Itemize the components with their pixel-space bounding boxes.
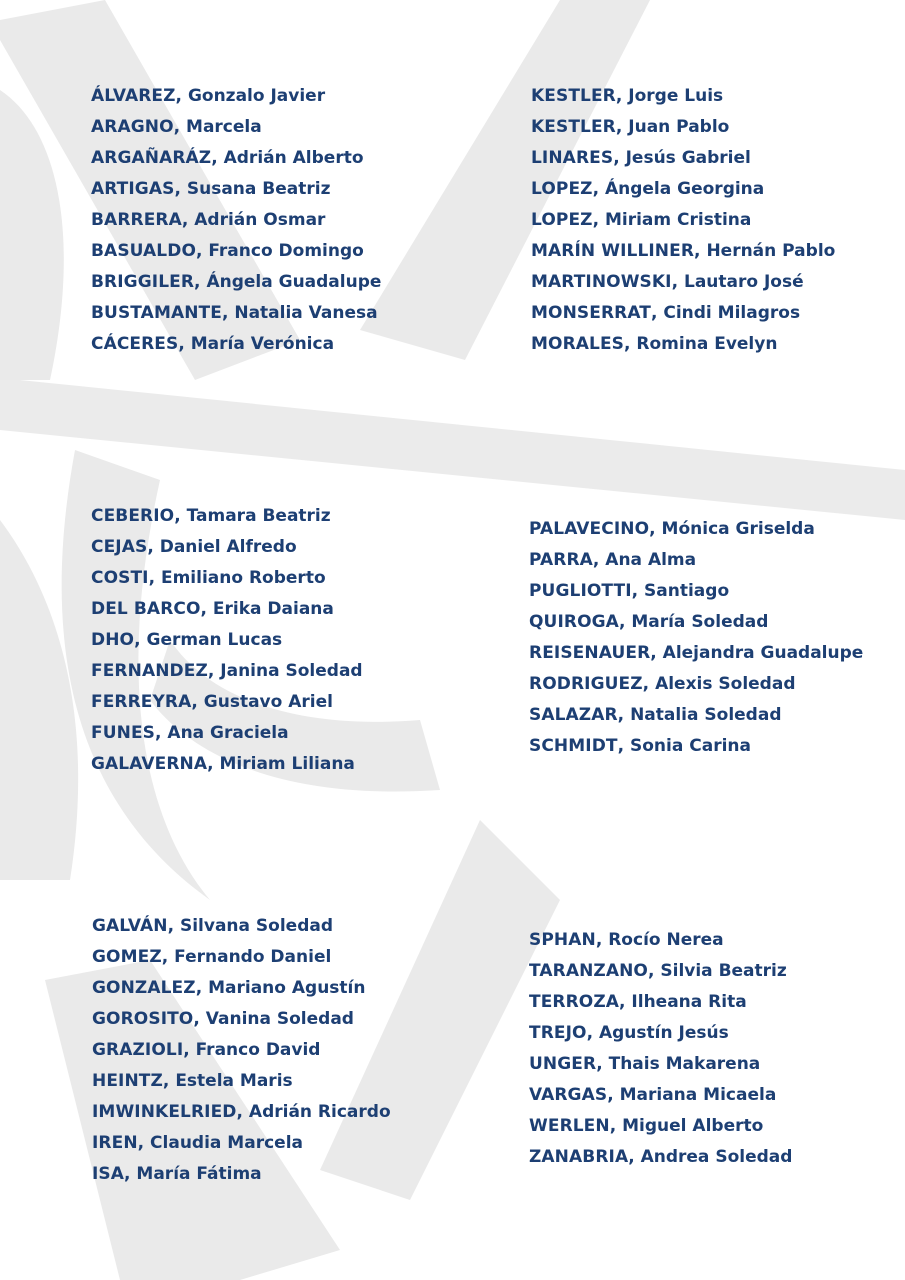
separator: , — [617, 705, 631, 725]
given-name: Gonzalo Javier — [187, 86, 326, 106]
separator: , — [173, 117, 187, 137]
name-entry — [91, 267, 381, 298]
given-name: Alexis Soledad — [655, 674, 796, 694]
surname: MARTINOWSKI — [531, 272, 672, 292]
surname: LOPEZ — [531, 179, 593, 199]
name-entry — [529, 607, 863, 638]
given-name: Sonia Carina — [630, 736, 751, 756]
name-entry — [91, 298, 381, 329]
surname: UNGER — [529, 1054, 597, 1074]
given-name: Adrián Ricardo — [248, 1102, 391, 1122]
name-entry — [92, 911, 391, 942]
surname: ARGAÑARÁZ — [91, 148, 212, 168]
surname: LOPEZ — [531, 210, 593, 230]
name-entry — [529, 638, 863, 669]
name-column-2 — [531, 81, 835, 360]
name-entry — [529, 514, 863, 545]
given-name: Estela Maris — [175, 1071, 293, 1091]
separator: , — [595, 930, 609, 950]
separator: , — [613, 148, 626, 168]
separator: , — [183, 1040, 196, 1060]
name-column-3 — [91, 501, 363, 780]
given-name: Erika Daiana — [212, 599, 334, 619]
separator: , — [174, 506, 187, 526]
name-entry — [92, 1035, 391, 1066]
name-entry — [91, 112, 381, 143]
name-entry — [531, 174, 835, 205]
separator: , — [236, 1102, 249, 1122]
given-name: Jorge Luis — [628, 86, 724, 106]
surname: VARGAS — [529, 1085, 608, 1105]
name-entry — [529, 700, 863, 731]
name-column-4 — [529, 514, 863, 762]
separator: , — [175, 86, 188, 106]
surname: RODRIGUEZ — [529, 674, 643, 694]
surname: GALAVERNA — [91, 754, 208, 774]
surname: IREN — [92, 1133, 138, 1153]
name-entry — [529, 925, 792, 956]
given-name: Lautaro José — [684, 272, 804, 292]
given-name: Franco Domingo — [208, 241, 364, 261]
name-column-6 — [529, 925, 792, 1173]
name-entry — [91, 625, 363, 656]
surname: SALAZAR — [529, 705, 618, 725]
given-name: Juan Pablo — [628, 117, 730, 137]
separator: , — [124, 1164, 137, 1184]
separator: , — [618, 612, 632, 632]
given-name: Rocío Nerea — [608, 930, 724, 950]
name-entry — [91, 594, 363, 625]
separator: , — [642, 674, 656, 694]
separator: , — [628, 1147, 641, 1167]
name-entry — [529, 1080, 792, 1111]
name-entry — [92, 1097, 391, 1128]
name-entry — [531, 236, 835, 267]
name-entry — [91, 143, 381, 174]
name-entry — [91, 329, 381, 360]
name-entry — [91, 749, 363, 780]
given-name: Tamara Beatriz — [186, 506, 331, 526]
given-name: María Verónica — [190, 334, 335, 354]
given-name: Claudia Marcela — [150, 1133, 303, 1153]
name-entry — [91, 532, 363, 563]
surname: PUGLIOTTI — [529, 581, 632, 601]
separator: , — [619, 992, 632, 1012]
given-name: Hernán Pablo — [706, 241, 836, 261]
surname: MARÍN WILLINER — [531, 241, 695, 261]
given-name: Miguel Alberto — [622, 1116, 764, 1136]
surname: CEJAS — [91, 537, 148, 557]
surname: QUIROGA — [529, 612, 619, 632]
surname: GOROSITO — [92, 1009, 194, 1029]
name-entry — [91, 174, 381, 205]
separator: , — [624, 334, 637, 354]
surname: GOMEZ — [92, 947, 162, 967]
name-entry — [529, 576, 863, 607]
name-entry — [91, 81, 381, 112]
separator: , — [195, 978, 209, 998]
separator: , — [162, 1071, 176, 1091]
name-entry — [92, 942, 391, 973]
given-name: Emiliano Roberto — [160, 568, 326, 588]
given-name: Miriam Cristina — [604, 210, 752, 230]
name-entry — [92, 1159, 391, 1190]
given-name: Gustavo Ariel — [203, 692, 333, 712]
separator: , — [631, 581, 645, 601]
surname: GALVÁN — [92, 916, 168, 936]
name-entry — [92, 973, 391, 1004]
separator: , — [137, 1133, 151, 1153]
given-name: Silvia Beatriz — [660, 961, 787, 981]
given-name: Mónica Griselda — [661, 519, 815, 539]
surname: GRAZIOLI — [92, 1040, 184, 1060]
name-entry — [529, 1049, 792, 1080]
surname: WERLEN — [529, 1116, 610, 1136]
surname: CEBERIO — [91, 506, 175, 526]
name-entry — [92, 1004, 391, 1035]
surname: DHO — [91, 630, 135, 650]
surname: SPHAN — [529, 930, 596, 950]
surname: CÁCERES — [91, 334, 179, 354]
name-entry — [529, 1018, 792, 1049]
given-name: Santiago — [644, 581, 730, 601]
surname: FERNANDEZ — [91, 661, 208, 681]
given-name: Silvana Soledad — [179, 916, 334, 936]
surname: ZANABRIA — [529, 1147, 629, 1167]
surname: BARRERA — [91, 210, 182, 230]
separator: , — [178, 334, 191, 354]
separator: , — [671, 272, 684, 292]
surname: BASUALDO — [91, 241, 196, 261]
given-name: Ángela Guadalupe — [206, 272, 382, 292]
given-name: María Fátima — [136, 1164, 262, 1184]
separator: , — [148, 568, 161, 588]
separator: , — [221, 303, 235, 323]
separator: , — [647, 961, 661, 981]
separator: , — [207, 754, 220, 774]
separator: , — [650, 643, 663, 663]
separator: , — [167, 916, 180, 936]
name-entry — [529, 669, 863, 700]
name-entry — [531, 329, 835, 360]
surname: TREJO — [529, 1023, 587, 1043]
given-name: Susana Beatriz — [186, 179, 331, 199]
given-name: Vanina Soledad — [205, 1009, 354, 1029]
separator: , — [596, 1054, 609, 1074]
surname: GONZALEZ — [92, 978, 196, 998]
separator: , — [586, 1023, 599, 1043]
given-name: Mariana Micaela — [619, 1085, 777, 1105]
name-entry — [92, 1128, 391, 1159]
surname: HEINTZ — [92, 1071, 163, 1091]
separator: , — [592, 550, 606, 570]
surname: BRIGGILER — [91, 272, 195, 292]
given-name: Jesús Gabriel — [625, 148, 751, 168]
surname: SCHMIDT — [529, 736, 618, 756]
given-name: María Soledad — [631, 612, 769, 632]
name-entry — [529, 1111, 792, 1142]
separator: , — [147, 537, 160, 557]
given-name: Franco David — [195, 1040, 321, 1060]
surname: ARAGNO — [91, 117, 174, 137]
given-name: Fernando Daniel — [174, 947, 332, 967]
separator: , — [200, 599, 213, 619]
surname: IMWINKELRIED — [92, 1102, 237, 1122]
surname: BUSTAMANTE — [91, 303, 222, 323]
given-name: Thais Makarena — [608, 1054, 761, 1074]
separator: , — [196, 241, 209, 261]
given-name: Miriam Liliana — [219, 754, 355, 774]
given-name: Cindi Milagros — [663, 303, 801, 323]
separator: , — [207, 661, 221, 681]
separator: , — [609, 1116, 623, 1136]
surname: FUNES — [91, 723, 156, 743]
name-entry — [531, 143, 835, 174]
name-entry — [91, 205, 381, 236]
name-entry — [531, 298, 835, 329]
given-name: Adrián Osmar — [194, 210, 326, 230]
separator: , — [694, 241, 707, 261]
surname: PALAVECINO — [529, 519, 650, 539]
name-entry — [91, 501, 363, 532]
name-entry — [529, 956, 792, 987]
name-entry — [91, 563, 363, 594]
name-entry — [529, 731, 863, 762]
given-name: Romina Evelyn — [636, 334, 778, 354]
surname: DEL BARCO — [91, 599, 201, 619]
surname: REISENAUER — [529, 643, 651, 663]
given-name: Ana Alma — [605, 550, 697, 570]
separator: , — [174, 179, 187, 199]
separator: , — [155, 723, 168, 743]
given-name: Ana Graciela — [167, 723, 289, 743]
given-name: Adrián Alberto — [223, 148, 364, 168]
name-entry — [529, 987, 792, 1018]
surname: MONSERRAT — [531, 303, 651, 323]
separator: , — [617, 736, 630, 756]
given-name: Alejandra Guadalupe — [662, 643, 864, 663]
given-name: Natalia Soledad — [630, 705, 782, 725]
surname: ÁLVAREZ — [91, 86, 176, 106]
separator: , — [193, 1009, 206, 1029]
name-entry — [531, 267, 835, 298]
given-name: Ángela Georgina — [604, 179, 765, 199]
surname: ARTIGAS — [91, 179, 175, 199]
name-entry — [91, 236, 381, 267]
surname: LINARES — [531, 148, 614, 168]
name-column-5 — [92, 911, 391, 1190]
name-entry — [92, 1066, 391, 1097]
given-name: Agustín Jesús — [598, 1023, 729, 1043]
given-name: Mariano Agustín — [208, 978, 366, 998]
separator: , — [191, 692, 204, 712]
name-entry — [91, 687, 363, 718]
name-entry — [531, 205, 835, 236]
name-entry — [529, 1142, 792, 1173]
name-column-1 — [91, 81, 381, 360]
separator: , — [592, 179, 605, 199]
separator: , — [134, 630, 147, 650]
surname: TARANZANO — [529, 961, 648, 981]
name-entry — [531, 81, 835, 112]
name-entry — [529, 545, 863, 576]
separator: , — [649, 519, 662, 539]
given-name: Natalia Vanesa — [234, 303, 378, 323]
surname: KESTLER — [531, 117, 616, 137]
name-entry — [91, 718, 363, 749]
surname: PARRA — [529, 550, 593, 570]
given-name: Andrea Soledad — [640, 1147, 793, 1167]
separator: , — [211, 148, 224, 168]
surname: ISA — [92, 1164, 125, 1184]
surname: TERROZA — [529, 992, 620, 1012]
surname: FERREYRA — [91, 692, 192, 712]
given-name: German Lucas — [146, 630, 283, 650]
given-name: Ilheana Rita — [631, 992, 747, 1012]
given-name: Daniel Alfredo — [159, 537, 297, 557]
separator: , — [592, 210, 605, 230]
surname: MORALES — [531, 334, 625, 354]
given-name: Janina Soledad — [220, 661, 363, 681]
separator: , — [615, 86, 629, 106]
separator: , — [607, 1085, 620, 1105]
surname: COSTI — [91, 568, 149, 588]
name-entry — [531, 112, 835, 143]
given-name: Marcela — [186, 117, 262, 137]
name-entry — [91, 656, 363, 687]
separator: , — [615, 117, 629, 137]
separator: , — [161, 947, 175, 967]
separator: , — [650, 303, 664, 323]
surname: KESTLER — [531, 86, 616, 106]
separator: , — [181, 210, 195, 230]
separator: , — [194, 272, 207, 292]
